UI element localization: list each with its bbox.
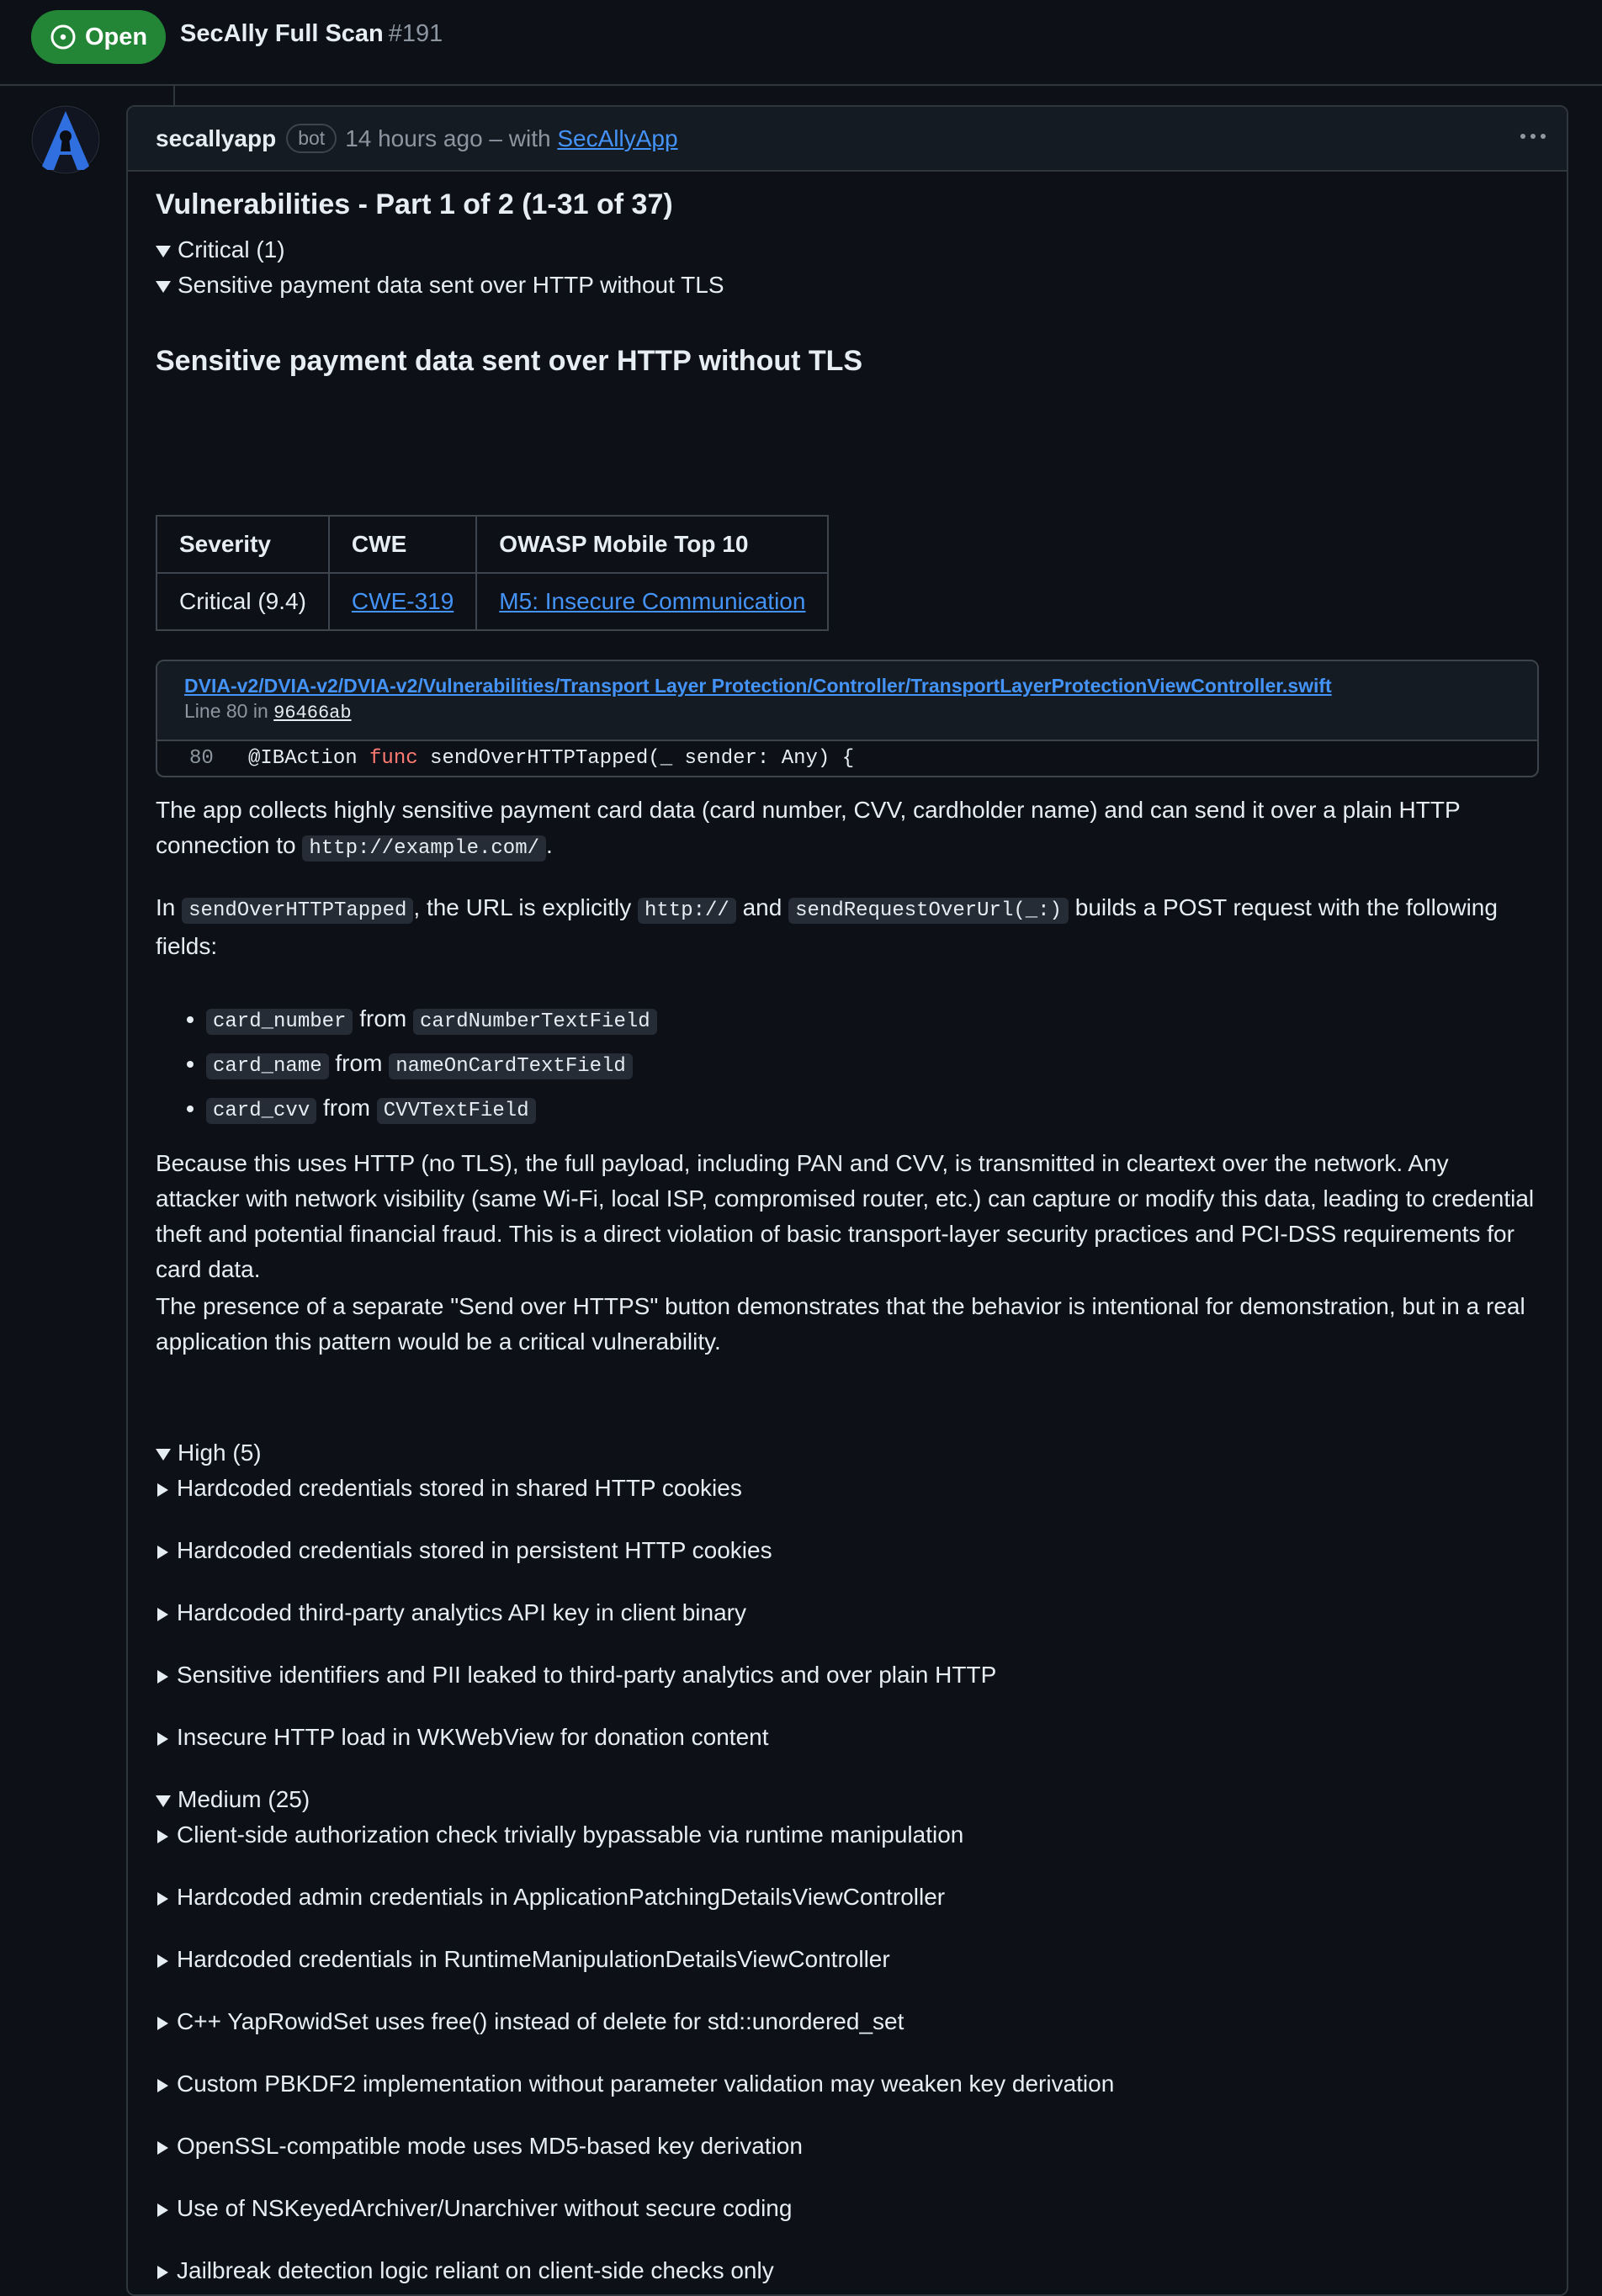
high-item-label: Hardcoded credentials stored in persistent HTTP cookies bbox=[177, 1537, 772, 1563]
medium-item-label: Custom PBKDF2 implementation without parameter validation may weaken key derivation bbox=[177, 2071, 1115, 2097]
expanded-triangle-icon bbox=[156, 1449, 171, 1461]
high-item-label: Hardcoded third-party analytics API key in client binary bbox=[177, 1599, 746, 1625]
paragraph-details bbox=[156, 890, 1536, 964]
p1-end: . bbox=[546, 832, 553, 858]
list-item bbox=[206, 1042, 657, 1087]
issue-title-text: SecAlly Full Scan bbox=[180, 20, 384, 47]
code-signature: sendOverHTTPTapped(_ sender: Any) { bbox=[417, 747, 855, 770]
collapsed-triangle-icon bbox=[157, 2203, 168, 2217]
field-name: card_name bbox=[206, 1053, 329, 1079]
expanded-triangle-icon bbox=[156, 246, 171, 257]
code-snippet bbox=[156, 660, 1539, 777]
owasp-cell bbox=[476, 573, 828, 630]
issue-opened-icon bbox=[50, 24, 77, 50]
field-list bbox=[181, 998, 657, 1132]
medium-item-7[interactable] bbox=[156, 2253, 774, 2288]
list-item bbox=[206, 998, 657, 1042]
code-snippet-header bbox=[157, 661, 1537, 741]
table-row bbox=[156, 573, 828, 630]
medium-item-label: Client-side authorization check trivially bypassable via runtime manipulation bbox=[177, 1821, 964, 1848]
critical-item-label: Sensitive payment data sent over HTTP without TLS bbox=[178, 272, 724, 298]
critical-item-summary[interactable] bbox=[156, 268, 724, 303]
code-line bbox=[157, 741, 1537, 777]
bot-comment bbox=[126, 105, 1568, 2296]
field-source: cardNumberTextField bbox=[413, 1009, 657, 1035]
line-info bbox=[184, 698, 1537, 726]
high-item-3[interactable] bbox=[156, 1657, 996, 1693]
line-prefix: Line 80 in bbox=[184, 700, 268, 722]
medium-item-label: Use of NSKeyedArchiver/Unarchiver without secure coding bbox=[177, 2195, 793, 2221]
table-header-severity: Severity bbox=[156, 516, 329, 573]
bot-label: bot bbox=[286, 124, 337, 153]
medium-item-label: C++ YapRowidSet uses free() instead of delete for std::unordered_set bbox=[177, 2008, 904, 2034]
secally-logo-icon bbox=[30, 104, 101, 175]
paragraph-description bbox=[156, 793, 1536, 867]
p2-code-3: sendRequestOverUrl(_:) bbox=[788, 898, 1069, 924]
p2-text-a: In bbox=[156, 894, 176, 920]
field-from: from bbox=[335, 1050, 383, 1076]
collapsed-triangle-icon bbox=[157, 1483, 168, 1497]
cwe-cell bbox=[329, 573, 476, 630]
issue-title bbox=[180, 20, 443, 48]
field-source: CVVTextField bbox=[377, 1098, 536, 1124]
medium-summary-label: Medium (25) bbox=[178, 1786, 310, 1812]
kebab-dot-icon bbox=[1530, 134, 1536, 139]
medium-item-5[interactable] bbox=[156, 2129, 803, 2164]
table-header-owasp: OWASP Mobile Top 10 bbox=[476, 516, 828, 573]
list-item bbox=[206, 1087, 657, 1132]
cwe-link[interactable]: CWE-319 bbox=[351, 588, 454, 614]
commit-link[interactable]: 96466ab bbox=[273, 703, 352, 724]
high-item-label: Hardcoded credentials stored in shared HTTP cookies bbox=[177, 1475, 742, 1501]
author-avatar[interactable] bbox=[30, 104, 101, 175]
paragraph-impact: Because this uses HTTP (no TLS), the full payload, including PAN and CVV, is transmitted in cleartext over the network. Any attacker with network visibility (same Wi-Fi, local ISP, compromised router, etc.) can capture or modify this data, leading to credential theft and potential financial fraud. This is a direct violation of basic transport-layer security practices and PCI-DSS requirements for card data. bbox=[156, 1150, 1535, 1282]
expanded-triangle-icon bbox=[156, 1795, 171, 1807]
comment-header bbox=[128, 107, 1567, 172]
issue-number: #191 bbox=[388, 20, 443, 47]
medium-item-label: Hardcoded credentials in RuntimeManipulationDetailsViewController bbox=[177, 1946, 890, 1972]
high-item-2[interactable] bbox=[156, 1595, 746, 1631]
collapsed-triangle-icon bbox=[157, 1892, 168, 1906]
comment-options-button[interactable] bbox=[1516, 124, 1550, 149]
field-source: nameOnCardTextField bbox=[389, 1053, 633, 1079]
file-path-link[interactable]: DVIA-v2/DVIA-v2/DVIA-v2/Vulnerabilities/Transport Layer Protection/Controller/TransportLayerProtectionViewController.swift bbox=[184, 675, 1332, 697]
finding-title: Sensitive payment data sent over HTTP without TLS bbox=[156, 345, 863, 377]
medium-item-2[interactable] bbox=[156, 1942, 890, 1977]
table-header-row bbox=[156, 516, 828, 573]
field-name: card_cvv bbox=[206, 1098, 316, 1124]
collapsed-triangle-icon bbox=[157, 1954, 168, 1968]
p2-text-d: builds a POST request with the following fields: bbox=[156, 894, 1498, 959]
critical-summary[interactable] bbox=[156, 232, 285, 268]
collapsed-triangle-icon bbox=[157, 2141, 168, 2155]
field-from: from bbox=[359, 1005, 407, 1031]
collapsed-triangle-icon bbox=[157, 1830, 168, 1843]
app-link[interactable]: SecAllyApp bbox=[557, 125, 678, 151]
high-summary[interactable] bbox=[156, 1435, 262, 1471]
medium-item-label: Hardcoded admin credentials in ApplicationPatchingDetailsViewController bbox=[177, 1884, 946, 1910]
collapsed-triangle-icon bbox=[157, 2079, 168, 2092]
high-item-1[interactable] bbox=[156, 1533, 772, 1568]
medium-item-label: OpenSSL-compatible mode uses MD5-based key derivation bbox=[177, 2133, 803, 2159]
high-summary-label: High (5) bbox=[178, 1440, 262, 1466]
state-label: Open bbox=[84, 23, 148, 50]
critical-summary-label: Critical (1) bbox=[178, 236, 285, 262]
p2-text-c: and bbox=[742, 894, 782, 920]
severity-value: Critical (9.4) bbox=[156, 573, 329, 630]
issue-header bbox=[0, 0, 1602, 86]
owasp-link[interactable]: M5: Insecure Communication bbox=[499, 588, 806, 614]
field-from: from bbox=[323, 1095, 370, 1121]
kebab-dot-icon bbox=[1541, 134, 1546, 139]
report-heading: Vulnerabilities - Part 1 of 2 (1-31 of 37) bbox=[156, 188, 673, 220]
p1-text: The app collects highly sensitive payment card data (card number, CVV, cardholder name) and can send it over a plain HTTP connection to bbox=[156, 797, 1461, 858]
code-attr: @IBAction bbox=[248, 747, 370, 770]
medium-item-label: Jailbreak detection logic reliant on client-side checks only bbox=[177, 2257, 774, 2283]
medium-summary[interactable] bbox=[156, 1782, 310, 1817]
high-item-0[interactable] bbox=[156, 1471, 742, 1506]
comment-author[interactable]: secallyapp bbox=[156, 125, 277, 151]
field-name: card_number bbox=[206, 1009, 353, 1035]
table-header-cwe: CWE bbox=[329, 516, 476, 573]
medium-item-4[interactable] bbox=[156, 2066, 1114, 2102]
code-keyword: func bbox=[369, 747, 418, 770]
timeline-connector bbox=[173, 84, 175, 106]
high-item-label: Sensitive identifiers and PII leaked to third-party analytics and over plain HTTP bbox=[177, 1662, 997, 1688]
collapsed-triangle-icon bbox=[157, 1670, 168, 1684]
paragraph-note: The presence of a separate "Send over HTTPS" button demonstrates that the behavior is intentional for demonstration, but in a real application this pattern would be a critical vulnerability. bbox=[156, 1293, 1525, 1355]
collapsed-triangle-icon bbox=[157, 2266, 168, 2279]
collapsed-triangle-icon bbox=[157, 1546, 168, 1559]
comment-time[interactable]: 14 hours ago – with bbox=[345, 125, 551, 151]
collapsed-triangle-icon bbox=[157, 1608, 168, 1621]
high-item-4[interactable] bbox=[156, 1720, 769, 1755]
open-state-badge bbox=[31, 10, 166, 64]
high-item-label: Insecure HTTP load in WKWebView for donation content bbox=[177, 1724, 769, 1750]
medium-item-0[interactable] bbox=[156, 1817, 963, 1853]
kebab-dot-icon bbox=[1520, 134, 1525, 139]
collapsed-triangle-icon bbox=[157, 2017, 168, 2030]
p2-text-b: , the URL is explicitly bbox=[413, 894, 632, 920]
p2-code-2: http:// bbox=[638, 898, 736, 924]
medium-item-1[interactable] bbox=[156, 1880, 945, 1915]
medium-item-6[interactable] bbox=[156, 2191, 792, 2226]
severity-table bbox=[156, 515, 829, 631]
p2-code-1: sendOverHTTPTapped bbox=[182, 898, 413, 924]
code-text bbox=[248, 741, 854, 777]
collapsed-triangle-icon bbox=[157, 1732, 168, 1746]
p1-code: http://example.com/ bbox=[302, 835, 546, 862]
expanded-triangle-icon bbox=[156, 281, 171, 293]
medium-item-3[interactable] bbox=[156, 2004, 904, 2039]
line-number[interactable]: 80 bbox=[189, 747, 214, 770]
